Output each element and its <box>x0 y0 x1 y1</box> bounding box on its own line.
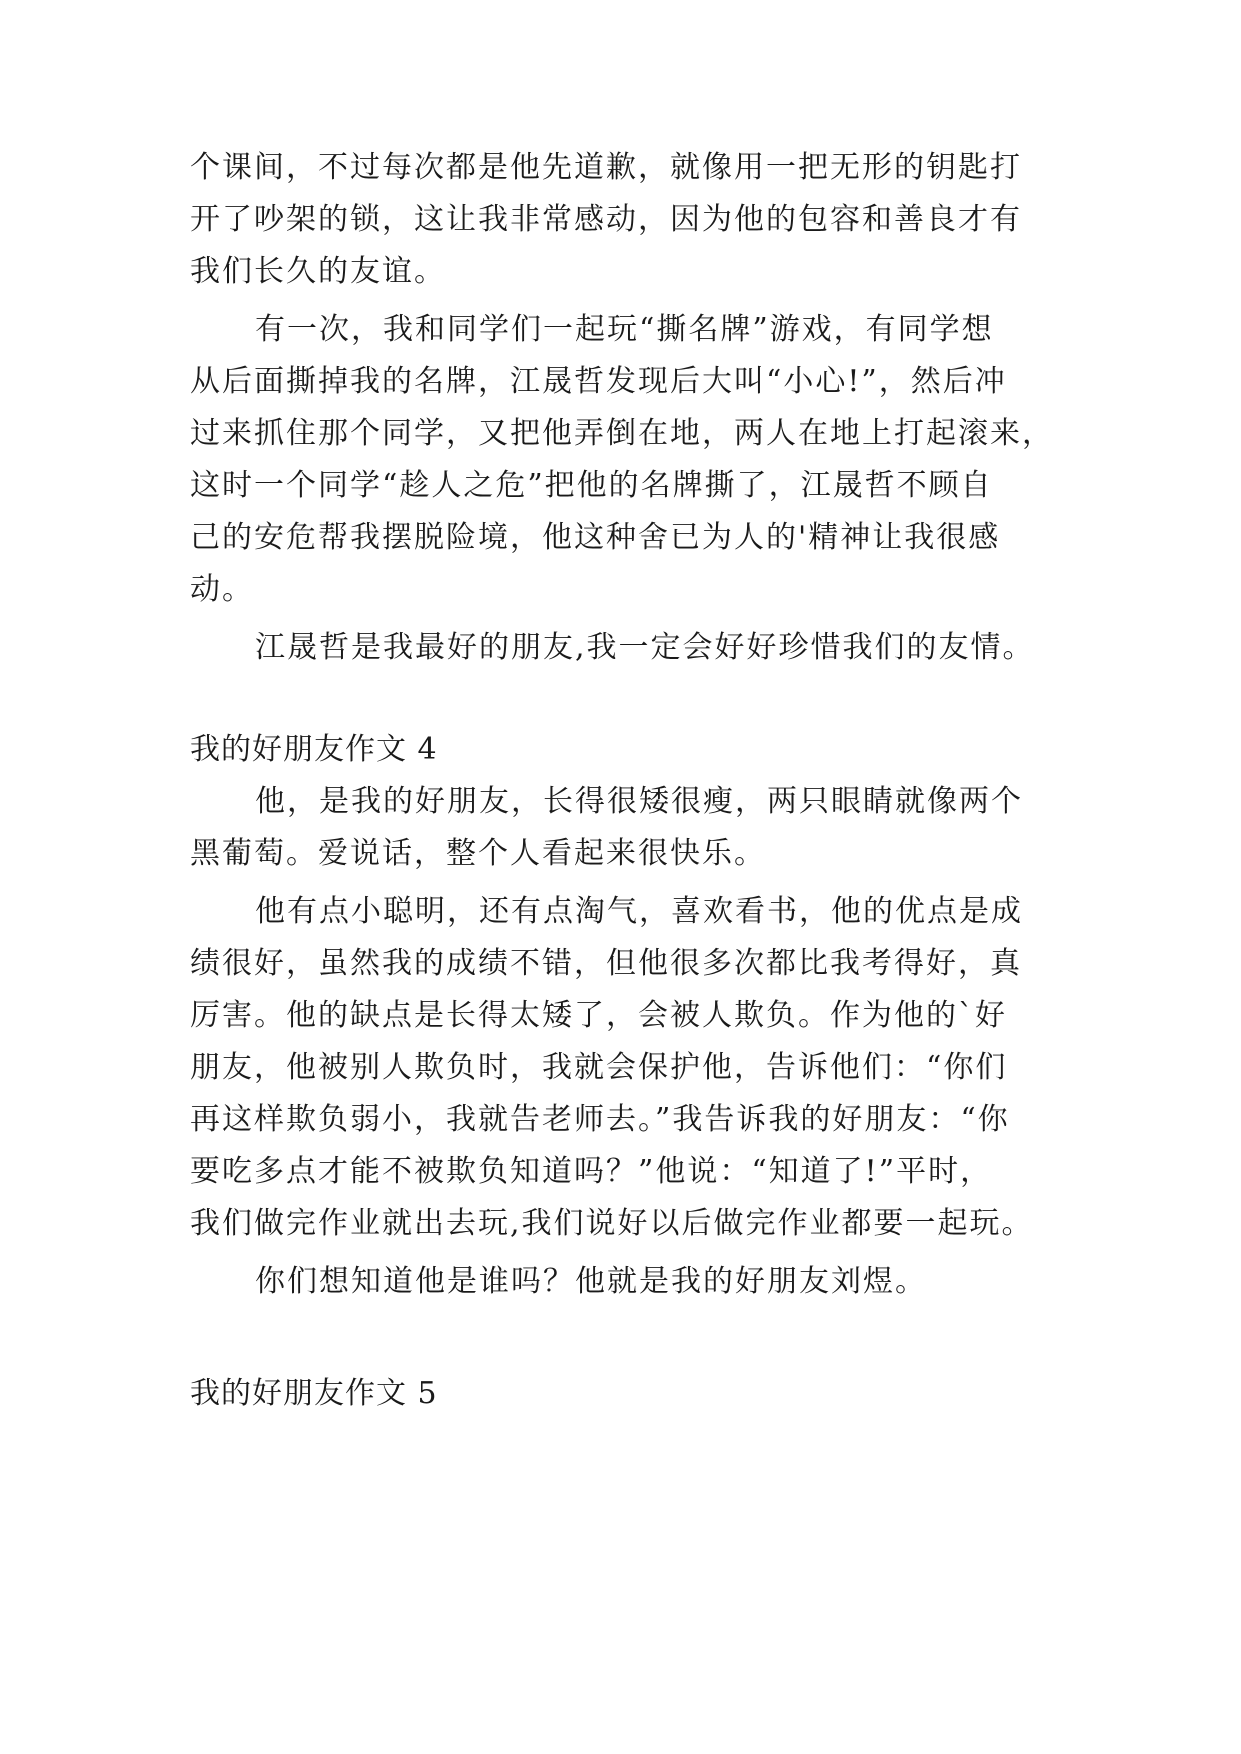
text-line: 厉害。他的缺点是长得太矮了，会被人欺负。作为他的`好 <box>190 998 1007 1033</box>
text-line: 黑葡萄。爱说话，整个人看起来很快乐。 <box>190 836 766 871</box>
text-line: 你们想知道他是谁吗？他就是我的好朋友刘煜。 <box>255 1264 927 1299</box>
text-line: 个课间，不过每次都是他先道歉，就像用一把无形的钥匙打 <box>190 150 1022 185</box>
text-line: 朋友，他被别人欺负时，我就会保护他，告诉他们：“你们 <box>190 1050 1008 1085</box>
section-heading: 我的好朋友作文 4 <box>190 732 438 767</box>
text-line: 他有点小聪明，还有点淘气，喜欢看书，他的优点是成 <box>255 894 1023 929</box>
text-line: 这时一个同学“趁人之危”把他的名牌撕了，江晟哲不顾自 <box>190 468 993 503</box>
text-line: 开了吵架的锁，这让我非常感动，因为他的包容和善良才有 <box>190 202 1022 237</box>
text-line: 要吃多点才能不被欺负知道吗？”他说：“知道了!”平时， <box>190 1154 993 1189</box>
text-line: 他，是我的好朋友，长得很矮很瘦，两只眼睛就像两个 <box>255 784 1023 819</box>
text-line: 过来抓住那个同学，又把他弄倒在地，两人在地上打起滚来， <box>190 416 1054 451</box>
text-line: 我们长久的友谊。 <box>190 254 446 289</box>
text-line: 从后面撕掉我的名牌，江晟哲发现后大叫“小心!”，然后冲 <box>190 364 1007 399</box>
text-line: 绩很好，虽然我的成绩不错，但他很多次都比我考得好，真 <box>190 946 1022 981</box>
text-line: 我们做完作业就出去玩,我们说好以后做完作业都要一起玩。 <box>190 1206 1034 1241</box>
section-heading: 我的好朋友作文 5 <box>190 1376 438 1411</box>
text-line: 动。 <box>190 572 254 607</box>
text-line: 江晟哲是我最好的朋友,我一定会好好珍惜我们的友情。 <box>255 630 1035 665</box>
text-line: 己的安危帮我摆脱险境，他这种舍已为人的'精神让我很感 <box>190 520 1001 555</box>
text-line: 有一次，我和同学们一起玩“撕名牌”游戏，有同学想 <box>255 312 994 347</box>
text-line: 再这样欺负弱小，我就告老师去。”我告诉我的好朋友：“你 <box>190 1102 1010 1137</box>
